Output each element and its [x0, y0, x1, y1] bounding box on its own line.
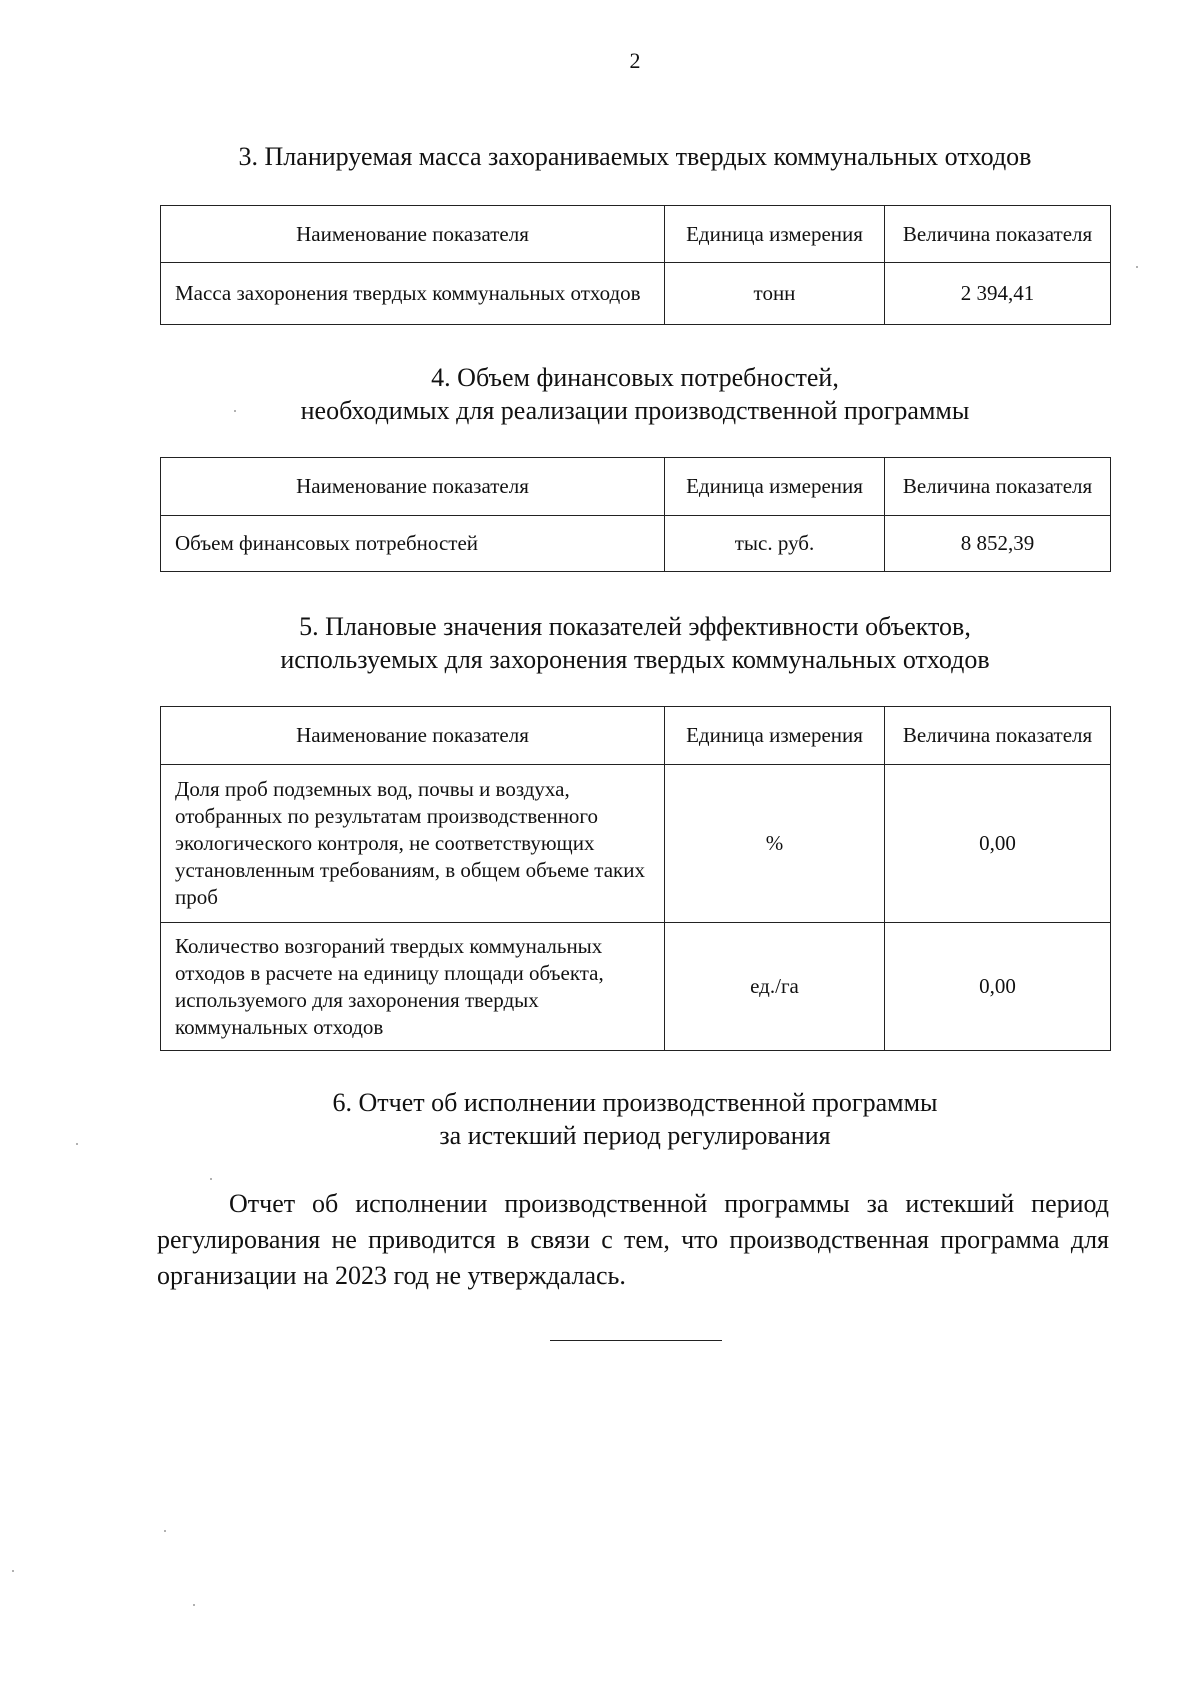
row-unit: тонн	[665, 263, 885, 325]
scan-speck	[1136, 266, 1138, 268]
section-5-heading	[150, 610, 1120, 676]
row-value: 0,00	[885, 765, 1111, 923]
header-value: Величина показателя	[885, 206, 1111, 263]
row-name: Масса захоронения твердых коммунальных отходов	[161, 263, 665, 325]
header-unit: Единица измерения	[665, 458, 885, 516]
header-name: Наименование показателя	[161, 458, 665, 516]
section-6-heading	[150, 1086, 1120, 1152]
section-6-heading-line-2: за истекший период регулирования	[439, 1121, 831, 1150]
section-4-heading-line-1: 4. Объем финансовых потребностей,	[431, 363, 839, 392]
section-6-heading-line-1: 6. Отчет об исполнении производственной программы	[332, 1088, 938, 1117]
row-name: Объем финансовых потребностей	[161, 516, 665, 572]
section-3-table	[160, 205, 1111, 325]
section-4-table	[160, 457, 1111, 572]
row-name: Количество возгораний твердых коммунальных отходов в расчете на единицу площади объекта, используемого для захоронения твердых коммунальных отходов	[161, 923, 665, 1051]
section-4-heading	[150, 361, 1120, 427]
section-3-heading-line-1: 3. Планируемая масса захораниваемых твердых коммунальных отходов	[238, 142, 1032, 171]
header-value: Величина показателя	[885, 707, 1111, 765]
header-name: Наименование показателя	[161, 206, 665, 263]
table-header-row	[161, 458, 1111, 516]
scan-speck	[12, 1570, 14, 1572]
closing-rule	[550, 1340, 722, 1341]
section-3-heading	[150, 140, 1120, 173]
row-unit: %	[665, 765, 885, 923]
row-value: 0,00	[885, 923, 1111, 1051]
table-row	[161, 923, 1111, 1051]
table-row	[161, 765, 1111, 923]
scan-speck	[193, 1604, 195, 1606]
header-unit: Единица измерения	[665, 707, 885, 765]
row-value: 2 394,41	[885, 263, 1111, 325]
table-row	[161, 516, 1111, 572]
row-name: Доля проб подземных вод, почвы и воздуха, отобранных по результатам производственного экологического контроля, не соответствующих установленным требованиям, в общем объеме таких проб	[161, 765, 665, 923]
header-value: Величина показателя	[885, 458, 1111, 516]
table-header-row	[161, 707, 1111, 765]
scan-speck	[76, 1143, 78, 1145]
header-unit: Единица измерения	[665, 206, 885, 263]
section-5-heading-line-2: используемых для захоронения твердых коммунальных отходов	[280, 645, 990, 674]
scan-speck	[164, 1530, 166, 1532]
scan-speck	[210, 1178, 212, 1180]
header-name: Наименование показателя	[161, 707, 665, 765]
page-number: 2	[629, 48, 641, 73]
section-5-table	[160, 706, 1111, 1051]
row-value: 8 852,39	[885, 516, 1111, 572]
row-unit: ед./га	[665, 923, 885, 1051]
report-paragraph: Отчет об исполнении производственной программы за истекший период регулирования не приводится в связи с тем, что производственная программа для организации на 2023 год не утверждалась.	[157, 1189, 1109, 1290]
scan-speck	[234, 410, 236, 412]
section-5-heading-line-1: 5. Плановые значения показателей эффективности объектов,	[299, 612, 971, 641]
table-header-row	[161, 206, 1111, 263]
row-unit: тыс. руб.	[665, 516, 885, 572]
section-4-heading-line-2: необходимых для реализации производственной программы	[300, 396, 970, 425]
table-row	[161, 263, 1111, 325]
